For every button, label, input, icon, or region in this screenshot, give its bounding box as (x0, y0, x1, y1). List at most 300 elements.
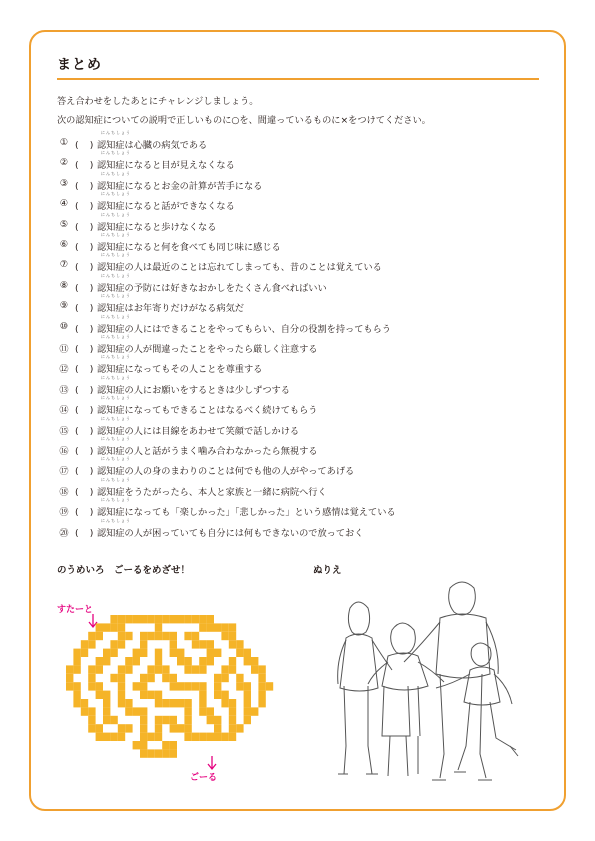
answer-blank[interactable]: ( ) (75, 527, 95, 539)
maze-cell (147, 674, 154, 682)
quiz-text: 認知症になってもできることはなるべく続けてもらう (97, 405, 318, 417)
maze-cell (140, 682, 147, 690)
maze-cell (103, 733, 110, 741)
maze-cell (244, 649, 251, 657)
answer-blank[interactable]: ( ) (75, 180, 95, 192)
maze-cell (66, 682, 73, 690)
quiz-item (57, 354, 537, 374)
quiz-text: 認知症はお年寄りだけがなる病気だ (97, 303, 244, 315)
maze-cell (229, 632, 236, 640)
furigana: にんちしょう (101, 293, 131, 299)
maze-cell (184, 733, 191, 741)
quiz-number: ⑮ (59, 425, 69, 437)
maze-cell (125, 615, 132, 623)
maze-cell (199, 733, 206, 741)
maze-cell (118, 674, 125, 682)
quiz-item (57, 395, 537, 415)
maze-cell (81, 699, 88, 707)
furigana: にんちしょう (101, 170, 131, 176)
maze-cell (221, 691, 228, 699)
maze-cell (184, 724, 191, 732)
maze-cell (118, 632, 125, 640)
maze-cell (147, 691, 154, 699)
maze-cell (103, 699, 110, 707)
maze-cell (170, 716, 177, 724)
maze-cell (244, 699, 251, 707)
maze-cell (88, 724, 95, 732)
maze-cell (229, 657, 236, 665)
maze-cell (133, 707, 140, 715)
maze-cell (221, 623, 228, 631)
answer-blank[interactable]: ( ) (75, 303, 95, 315)
maze-cell (170, 724, 177, 732)
maze-cell (207, 649, 214, 657)
quiz-number: ⑱ (59, 486, 69, 498)
quiz-text: 認知症の人は最近のことは忘れてしまっても、昔のことは覚えている (97, 262, 382, 274)
quiz-text: 認知症になってもその人ことを尊重する (97, 364, 263, 376)
maze-cell (207, 623, 214, 631)
quiz-number: ⑰ (59, 466, 69, 478)
quiz-item (57, 171, 537, 191)
quiz-item (57, 497, 537, 517)
maze-cell (207, 716, 214, 724)
answer-blank[interactable]: ( ) (75, 466, 95, 478)
furigana: にんちしょう (101, 374, 131, 380)
maze-cell (184, 615, 191, 623)
answer-blank[interactable]: ( ) (75, 507, 95, 519)
maze-cell (258, 691, 265, 699)
answer-blank[interactable]: ( ) (75, 242, 95, 253)
maze-heading: のうめいろ ごーるをめざせ！ (57, 565, 191, 576)
furigana: にんちしょう (101, 476, 131, 482)
maze-cell (162, 749, 169, 757)
maze-cell (236, 682, 243, 690)
maze-cell (229, 665, 236, 673)
maze-cell (133, 741, 140, 749)
answer-blank[interactable]: ( ) (75, 160, 95, 172)
quiz-text: 認知症の人が間違ったことをやったら厳しく注意する (97, 344, 318, 355)
maze-cell (199, 640, 206, 648)
maze-cell (155, 733, 162, 741)
furigana: にんちしょう (101, 415, 131, 421)
quiz-text: 認知症の人が困っていても自分には何もできないので放っておく (97, 527, 364, 539)
maze-cell (155, 665, 162, 673)
maze-cell (103, 691, 110, 699)
answer-blank[interactable]: ( ) (75, 221, 95, 233)
maze-cell (118, 699, 125, 707)
maze-cell (199, 615, 206, 623)
answer-blank[interactable]: ( ) (75, 446, 95, 457)
maze-cell (192, 665, 199, 673)
brain-maze[interactable] (66, 615, 276, 760)
maze-cell (96, 682, 103, 690)
maze-cell (244, 707, 251, 715)
maze-cell (207, 707, 214, 715)
child-figure (436, 643, 518, 772)
quiz-number: ⑩ (59, 320, 69, 332)
maze-cell (118, 640, 125, 648)
maze-cell (103, 649, 110, 657)
maze-cell (177, 699, 184, 707)
maze-cell (110, 640, 117, 648)
maze-cell (125, 665, 132, 673)
maze-cell (140, 724, 147, 732)
maze-cell (96, 632, 103, 640)
maze-cell (199, 691, 206, 699)
quiz-item (57, 232, 537, 252)
maze-cell (125, 657, 132, 665)
answer-blank[interactable]: ( ) (75, 364, 95, 376)
maze-cell (229, 724, 236, 732)
maze-cell (88, 716, 95, 724)
maze-cell (170, 682, 177, 690)
quiz-text: 認知症の人にお願いをするときは少しずつする (97, 384, 290, 396)
maze-cell (103, 716, 110, 724)
maze-cell (125, 632, 132, 640)
quiz-text: 認知症になると話ができなくなる (97, 201, 235, 213)
maze-cell (118, 733, 125, 741)
answer-blank[interactable]: ( ) (75, 201, 95, 213)
quiz-text: 認知症になると何を食べても同じ味に感じる (97, 242, 281, 253)
maze-cell (162, 716, 169, 724)
maze-cell (133, 649, 140, 657)
answer-blank[interactable]: ( ) (75, 405, 95, 417)
maze-cell (199, 657, 206, 665)
maze-cell (110, 649, 117, 657)
title-underline (57, 78, 539, 80)
quiz-number: ② (59, 157, 69, 169)
quiz-item (57, 334, 537, 354)
maze-cell (199, 665, 206, 673)
maze-cell (236, 724, 243, 732)
maze-cell (170, 749, 177, 757)
quiz-number: ① (59, 137, 69, 148)
maze-cell (88, 707, 95, 715)
maze-cell (177, 724, 184, 732)
quiz-item (57, 456, 537, 476)
maze-cell (133, 682, 140, 690)
answer-blank[interactable]: ( ) (75, 323, 95, 335)
furigana: にんちしょう (101, 211, 131, 217)
maze-cell (258, 665, 265, 673)
furigana: にんちしょう (101, 130, 131, 135)
maze-cell (155, 716, 162, 724)
answer-blank[interactable]: ( ) (75, 140, 95, 151)
maze-cell (73, 657, 80, 665)
maze-cell (147, 733, 154, 741)
furigana: にんちしょう (101, 252, 131, 258)
quiz-item (57, 150, 537, 170)
maze-cell (258, 674, 265, 682)
maze-cell (155, 691, 162, 699)
maze-cell (199, 682, 206, 690)
maze-cell (125, 699, 132, 707)
maze-cell (103, 707, 110, 715)
maze-cell (244, 716, 251, 724)
maze-cell (177, 682, 184, 690)
maze-cell (110, 733, 117, 741)
maze-cell (96, 724, 103, 732)
maze-cell (177, 649, 184, 657)
maze-cell (214, 724, 221, 732)
maze-cell (229, 707, 236, 715)
maze-cell (81, 640, 88, 648)
maze-cell (110, 674, 117, 682)
maze-cell (184, 632, 191, 640)
maze-cell (184, 682, 191, 690)
quiz-item (57, 212, 537, 232)
maze-cell (140, 674, 147, 682)
maze-cell (229, 623, 236, 631)
maze-cell (66, 665, 73, 673)
furigana: にんちしょう (101, 395, 131, 401)
maze-cell (221, 674, 228, 682)
maze-cell (73, 649, 80, 657)
quiz-number: ⑳ (59, 527, 69, 539)
maze-cell (170, 615, 177, 623)
page-title: まとめ (57, 57, 102, 73)
instruction-line-2: 次の認知症についての説明で正しいものに○を、間違っているものに×をつけてください。 (57, 115, 431, 126)
maze-cell (236, 674, 243, 682)
answer-blank[interactable]: ( ) (75, 344, 95, 355)
maze-cell (192, 733, 199, 741)
maze-cell (140, 615, 147, 623)
quiz-number: ⑧ (59, 279, 69, 291)
coloring-heading: ぬりえ (313, 565, 342, 576)
maze-cell (155, 623, 162, 631)
quiz-number: ③ (59, 177, 69, 189)
quiz-item (57, 518, 537, 538)
maze-cell (162, 674, 169, 682)
answer-blank[interactable]: ( ) (75, 384, 95, 396)
maze-cell (162, 665, 169, 673)
quiz-number: ⑦ (59, 259, 69, 271)
maze-cell (140, 741, 147, 749)
maze-cell (140, 733, 147, 741)
maze-cell (110, 716, 117, 724)
maze-cell (96, 665, 103, 673)
maze-cell (96, 691, 103, 699)
maze-cell (221, 632, 228, 640)
maze-cell (221, 699, 228, 707)
maze-cell (88, 640, 95, 648)
quiz-text: 認知症をうたがったら、本人と家族と一緒に病院へ行く (97, 486, 327, 498)
furigana: にんちしょう (101, 497, 131, 503)
quiz-text: 認知症の人の身のまわりのことは何でも他の人がやってあげる (97, 466, 355, 478)
furigana: にんちしょう (101, 232, 131, 237)
maze-cell (66, 674, 73, 682)
instruction-line-1: 答え合わせをしたあとにチャレンジしましょう。 (57, 96, 259, 107)
maze-cell (184, 707, 191, 715)
maze-cell (88, 665, 95, 673)
maze-cell (96, 623, 103, 631)
furigana: にんちしょう (101, 354, 131, 360)
maze-cell (214, 691, 221, 699)
maze-cell (96, 733, 103, 741)
maze-cell (251, 707, 258, 715)
maze-cell (170, 674, 177, 682)
quiz-number: ④ (59, 198, 69, 210)
maze-cell (258, 682, 265, 690)
maze-cell (118, 623, 125, 631)
answer-blank[interactable]: ( ) (75, 282, 95, 294)
maze-cell (214, 716, 221, 724)
furigana: にんちしょう (101, 334, 131, 339)
maze-cell (118, 682, 125, 690)
quiz-text: 認知症になるとお金の計算が苦手になる (97, 180, 263, 192)
maze-cell (147, 632, 154, 640)
maze-cell (155, 749, 162, 757)
quiz-number: ⑲ (59, 507, 69, 519)
maze-cell (162, 699, 169, 707)
maze-cell (207, 733, 214, 741)
maze-cell (162, 741, 169, 749)
maze-cell (199, 707, 206, 715)
maze-cell (96, 657, 103, 665)
quiz-number: ⑥ (59, 239, 69, 250)
maze-cell (258, 699, 265, 707)
maze-cell (229, 699, 236, 707)
furigana: にんちしょう (101, 517, 131, 523)
maze-cell (155, 615, 162, 623)
maze-cell (73, 691, 80, 699)
quiz-item (57, 436, 537, 456)
maze-cell (155, 649, 162, 657)
furigana: にんちしょう (101, 313, 131, 319)
maze-cell (184, 665, 191, 673)
maze-cell (88, 682, 95, 690)
maze-start-label: すたーと (57, 605, 94, 615)
maze-cell (184, 657, 191, 665)
maze-cell (266, 682, 273, 690)
maze-cell (162, 615, 169, 623)
maze-cell (125, 707, 132, 715)
grandmother-figure (368, 623, 444, 776)
maze-cell (170, 632, 177, 640)
maze-cell (147, 665, 154, 673)
answer-blank[interactable]: ( ) (75, 262, 95, 274)
maze-cell (192, 615, 199, 623)
maze-cell (236, 649, 243, 657)
quiz-item (57, 293, 537, 313)
quiz-number: ⑯ (59, 446, 69, 457)
maze-cell (73, 682, 80, 690)
maze-cell (110, 623, 117, 631)
maze-cell (214, 674, 221, 682)
maze-cell (88, 632, 95, 640)
maze-cell (251, 657, 258, 665)
maze-cell (125, 724, 132, 732)
maze-cell (214, 623, 221, 631)
quiz-item (57, 191, 537, 211)
maze-cell (140, 632, 147, 640)
maze-cell (103, 657, 110, 665)
maze-cell (221, 733, 228, 741)
quiz-number: ⑪ (59, 344, 69, 355)
quiz-text: 認知症になると目が見えなくなる (97, 160, 235, 172)
maze-goal-label: ごーる (190, 773, 218, 783)
maze-cell (192, 682, 199, 690)
maze-cell (147, 615, 154, 623)
maze-cell (207, 657, 214, 665)
maze-cell (140, 691, 147, 699)
quiz-number: ⑭ (59, 405, 69, 417)
quiz-text: 認知症になると歩けなくなる (97, 221, 217, 233)
furigana: にんちしょう (101, 150, 131, 156)
maze-cell (177, 657, 184, 665)
maze-cell (199, 623, 206, 631)
maze-cell (155, 724, 162, 732)
furigana: にんちしょう (101, 272, 131, 278)
maze-cell (207, 640, 214, 648)
maze-cell (244, 657, 251, 665)
quiz-number: ⑫ (59, 364, 69, 376)
maze-cell (221, 665, 228, 673)
answer-blank[interactable]: ( ) (75, 486, 95, 498)
quiz-text: 認知症の人と話がうまく噛み合わなかったら無視する (97, 446, 318, 457)
maze-cell (73, 699, 80, 707)
quiz-number: ⑨ (59, 300, 69, 312)
maze-cell (155, 657, 162, 665)
maze-cell (214, 733, 221, 741)
quiz-item (57, 130, 537, 150)
furigana: にんちしょう (101, 456, 131, 462)
maze-cell (140, 749, 147, 757)
maze-cell (192, 632, 199, 640)
furigana: にんちしょう (101, 436, 131, 441)
maze-cell (236, 640, 243, 648)
maze-cell (118, 691, 125, 699)
maze-cell (88, 674, 95, 682)
maze-cell (73, 665, 80, 673)
maze-cell (118, 724, 125, 732)
maze-cell (133, 657, 140, 665)
quiz-text: 認知症の人には目線をあわせて笑顔で話しかける (97, 425, 300, 437)
maze-cell (170, 649, 177, 657)
answer-blank[interactable]: ( ) (75, 425, 95, 437)
maze-cell (133, 615, 140, 623)
maze-cell (155, 632, 162, 640)
maze-cell (207, 615, 214, 623)
quiz-item (57, 314, 537, 334)
maze-cell (110, 615, 117, 623)
maze-cell (244, 691, 251, 699)
quiz-text: 認知症の予防には好きなおかしをたくさん食べればいい (97, 282, 327, 294)
maze-cell (184, 699, 191, 707)
quiz-item (57, 252, 537, 272)
maze-cell (140, 649, 147, 657)
coloring-illustration (322, 578, 552, 793)
maze-cell (251, 665, 258, 673)
maze-cell (184, 716, 191, 724)
maze-cell (192, 640, 199, 648)
maze-cell (229, 716, 236, 724)
maze-cell (177, 615, 184, 623)
maze-cell (103, 623, 110, 631)
maze-cell (162, 632, 169, 640)
maze-cell (118, 615, 125, 623)
maze-cell (170, 741, 177, 749)
quiz-text: 認知症の人にはできることをやってもらい、自分の役割を持ってもらう (97, 323, 391, 335)
maze-cell (229, 733, 236, 741)
maze-cell (140, 716, 147, 724)
maze-cell (81, 707, 88, 715)
maze-cell (81, 649, 88, 657)
maze-cell (155, 699, 162, 707)
furigana: にんちしょう (101, 191, 131, 197)
maze-cell (214, 682, 221, 690)
maze-cell (140, 640, 147, 648)
